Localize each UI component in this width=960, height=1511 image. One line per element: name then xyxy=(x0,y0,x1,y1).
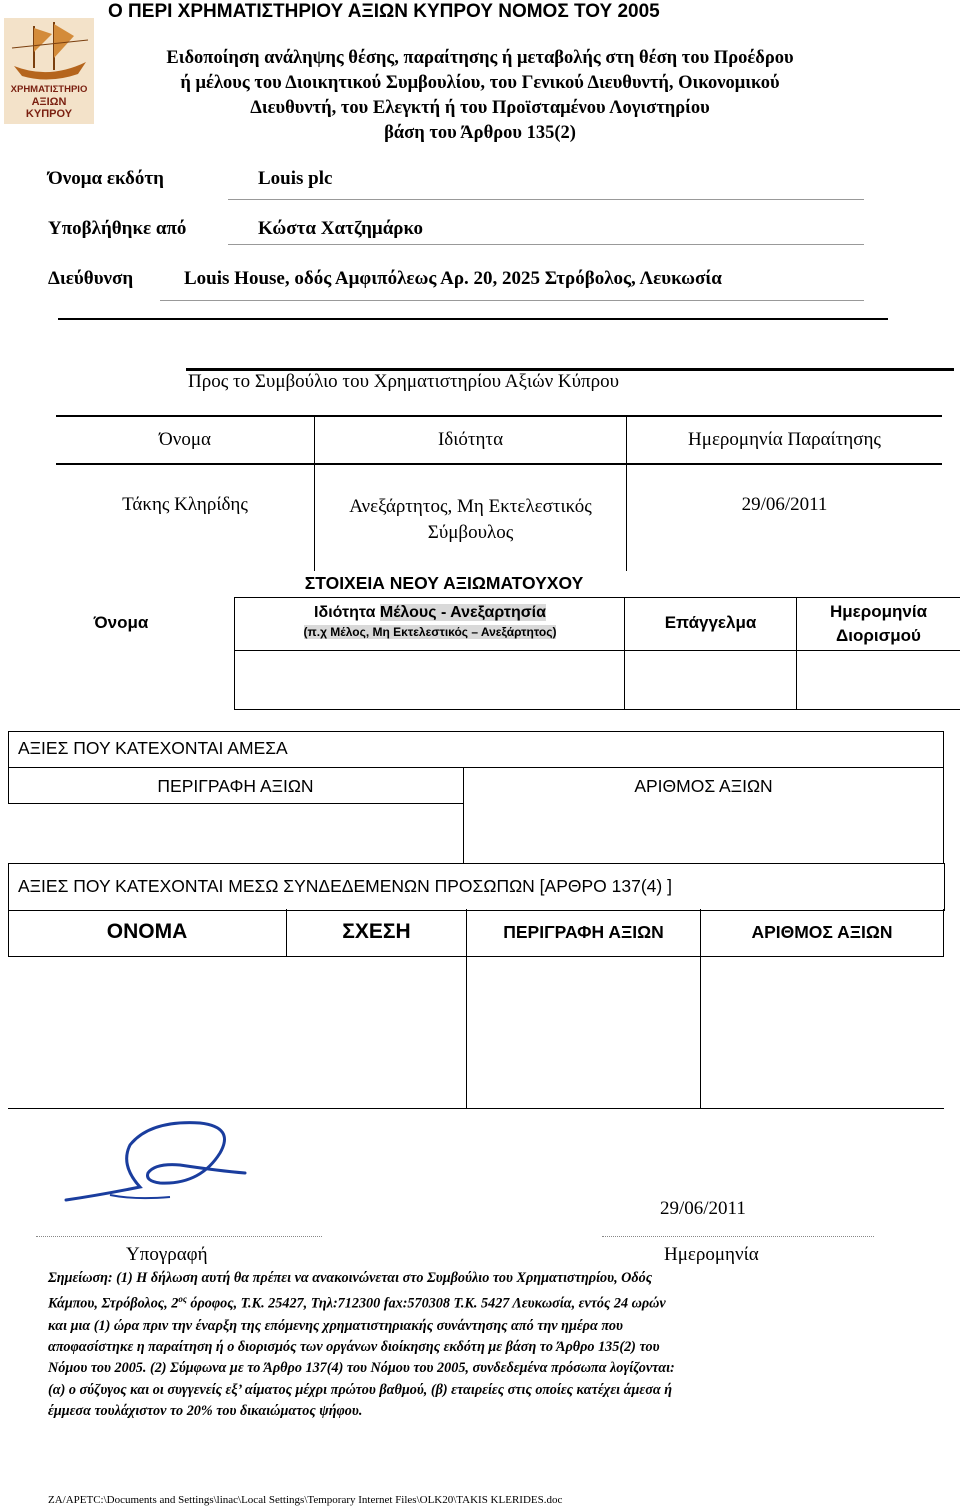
addressee-text: Προς το Συμβούλιο του Χρηματιστηρίου Αξιών Κύπρου xyxy=(188,371,620,392)
new-holder-capacity-note xyxy=(236,625,624,639)
date-line xyxy=(602,1236,874,1237)
new-holder-section-title: ΣΤΟΙΧΕΙΑ ΝΕΟΥ ΑΞΙΩΜΑΤΟΥΧΟΥ xyxy=(304,573,584,593)
appointment-date-line-1: Ημερομηνία xyxy=(829,602,928,621)
note-line-2a: Κάμπου, Στρόβολος, 2 xyxy=(48,1296,179,1313)
date-label: Ημερομηνία xyxy=(664,1244,759,1265)
subtitle-line-3: Διευθυντή, του Ελεγκτή ή του Προϊσταμένου Λογιστηρίου xyxy=(250,98,710,118)
indirect-shares-header-bottom xyxy=(8,956,944,957)
submission-note xyxy=(48,1268,854,1423)
new-holder-name-header: Όνομα xyxy=(93,613,149,632)
note-line-6: (α) ο σύζυγος και οι συγγενείς εξ’ αίματος μέχρι πρώτου βαθμού, (β) εταιρείες στις οποίες κατέχει άμεσα ή xyxy=(48,1381,673,1398)
logo-text-line1: ΧΡΗΜΑΤΙΣΤΗΡΙΟ xyxy=(10,84,88,95)
note-line-5: Νόμου του 2005. (2) Σύμφωνα με το Άρθρο 137(4) του Νόμου του 2005, συνδεδεμένα πρόσωπα λογίζονται: xyxy=(48,1360,675,1377)
new-holder-appointment-date-header xyxy=(797,600,960,648)
subtitle-line-4: βάση του Άρθρου 135(2) xyxy=(384,123,576,143)
note-line-2b: όροφος, Τ.Κ. 25427, Τηλ:712300 fax:570308 Τ.Κ. 5427 Λευκωσία, εντός 24 ωρών xyxy=(186,1296,666,1313)
direct-shares-right xyxy=(943,767,944,863)
new-holder-header-top xyxy=(234,597,960,598)
indirect-shares-table-bottom xyxy=(8,1108,944,1109)
direct-shares-title: ΑΞΙΕΣ ΠΟΥ ΚΑΤΕΧΟΝΤΑΙ ΑΜΕΣΑ xyxy=(18,738,288,758)
direct-shares-description-header: ΠΕΡΙΓΡΑΦΗ ΑΞΙΩΝ xyxy=(157,776,314,796)
capacity-line-2: Σύμβουλος xyxy=(427,522,514,543)
resignation-table-top xyxy=(56,415,942,417)
indirect-col-name: ΟΝΟΜΑ xyxy=(106,920,188,943)
resignation-date: 29/06/2011 xyxy=(741,494,828,515)
logo-text-line3: ΚΥΠΡΟΥ xyxy=(25,108,73,120)
capacity-line-1: Ανεξάρτητος, Μη Εκτελεστικός xyxy=(349,496,592,517)
resignation-table-header-bottom xyxy=(56,463,942,465)
new-holder-header-bottom xyxy=(234,650,960,651)
note-line-4: αποφασίστηκε η παραίτηση ή ο διορισμός των οργάνων διοίκησης εκδότη με βάση το Άρθρο 135(2) του xyxy=(48,1338,660,1355)
direct-shares-header-bottom xyxy=(8,803,464,804)
col-header-resignation-date: Ημερομηνία Παραίτησης xyxy=(688,429,881,450)
footer-file-path: ZA/APETC:\Documents and Settings\linac\Local Settings\Temporary Internet Files\OLK20\TAKIS KLERIDES.doc xyxy=(48,1494,563,1506)
indirect-col-number: ΑΡΙΘΜΟΣ ΑΞΙΩΝ xyxy=(751,922,893,942)
law-title: Ο ΠΕΡΙ ΧΡΗΜΑΤΙΣΤΗΡΙΟΥ ΑΞΙΩΝ ΚΥΠΡΟΥ ΝΟΜΟΣ ΤΟΥ 2005 xyxy=(108,1,660,22)
exchange-logo xyxy=(4,18,94,124)
new-holder-capacity-header xyxy=(236,603,624,623)
subtitle-line-1: Ειδοποίηση ανάληψης θέσης, παραίτησης ή μεταβολής στη θέση του Προέδρου xyxy=(166,48,794,68)
notice-subtitle xyxy=(100,46,860,146)
col-header-name: Όνομα xyxy=(159,429,211,450)
capacity-note-text: (π.χ Μέλος, Μη Εκτελεστικός – Ανεξάρτητος) xyxy=(303,625,557,639)
logo-text-line2: ΑΞΙΩΝ xyxy=(31,96,67,108)
new-holder-profession-header: Επάγγελμα xyxy=(664,613,757,632)
signature-label: Υπογραφή xyxy=(126,1244,208,1265)
signature-date-value: 29/06/2011 xyxy=(660,1198,746,1219)
signature-line xyxy=(36,1236,322,1237)
indirect-col-relation: ΣΧΕΣΗ xyxy=(342,920,411,943)
appointment-date-line-2: Διορισμού xyxy=(836,626,921,645)
resigning-person-capacity xyxy=(315,494,626,546)
issuer-name-underline xyxy=(228,199,864,200)
note-line-1: Σημείωση: (1) Η δήλωση αυτή θα πρέπει να ανακοινώνεται στο Συμβούλιο του Χρηματιστηρίου, Οδός xyxy=(48,1270,653,1286)
direct-shares-title-bottom xyxy=(8,767,944,768)
indirect-col-description: ΠΕΡΙΓΡΑΦΗ ΑΞΙΩΝ xyxy=(503,922,664,942)
indirect-shares-title: ΑΞΙΕΣ ΠΟΥ ΚΑΤΕΧΟΝΤΑΙ ΜΕΣΩ ΣΥΝΔΕΔΕΜΕΝΩΝ ΠΡΟΣΩΠΩΝ [ΑΡΘΡΟ 137(4) ] xyxy=(18,876,672,896)
submitted-by-label: Υποβλήθηκε από xyxy=(48,218,187,239)
signature-scribble xyxy=(60,1115,260,1215)
new-holder-col-divider-1 xyxy=(234,597,235,710)
subtitle-line-2: ή μέλους του Διοικητικού Συμβουλίου, του Γενικού Διευθυντή, Οικονομικού xyxy=(180,73,780,93)
note-line-2-sup: ος xyxy=(178,1294,187,1305)
address-label: Διεύθυνση xyxy=(48,268,134,289)
capacity-header-highlight: Μέλους - Ανεξαρτησία xyxy=(379,604,546,621)
col-header-capacity: Ιδιότητα xyxy=(437,429,504,450)
capacity-header-prefix: Ιδιότητα xyxy=(314,604,380,621)
address-value: Louis House, οδός Αμφιπόλεως Αρ. 20, 2025 Στρόβολος, Λευκωσία xyxy=(184,268,722,289)
note-line-3: και μια (1) ώρα πριν την έναρξη της επόμενης χρηματιστηριακής συνάντησης από την ημέρα που xyxy=(48,1317,623,1334)
new-holder-table-bottom xyxy=(234,709,960,710)
resigning-person-name: Τάκης Κληρίδης xyxy=(122,494,248,515)
address-underline xyxy=(160,300,864,301)
submitted-by-value: Κώστα Χατζημάρκο xyxy=(258,218,423,239)
note-line-2 xyxy=(48,1289,854,1315)
submitted-by-underline xyxy=(228,244,864,245)
issuer-name-label: Όνομα εκδότη xyxy=(48,168,164,189)
note-line-7: έμμεσα τουλάχιστον το 20% του δικαιώματος ψήφου. xyxy=(48,1403,363,1420)
direct-shares-number-header: ΑΡΙΘΜΟΣ ΑΞΙΩΝ xyxy=(634,776,773,796)
section-divider xyxy=(58,318,888,320)
indirect-shares-right xyxy=(943,909,944,957)
issuer-name-value: Louis plc xyxy=(258,168,333,189)
